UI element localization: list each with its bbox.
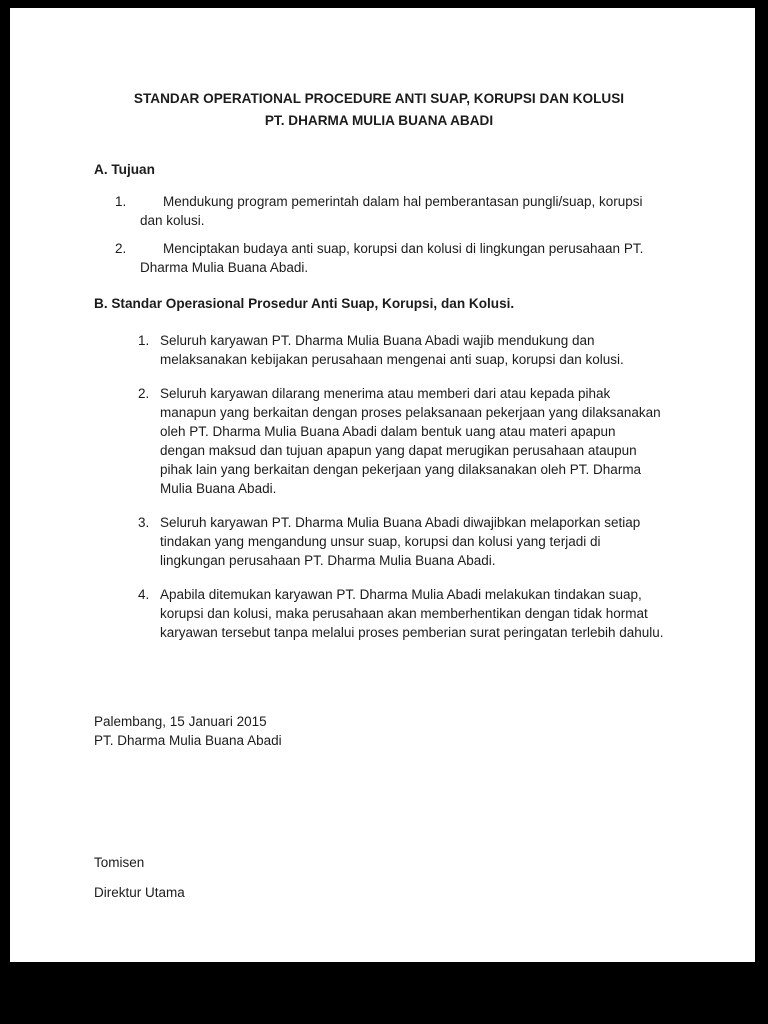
list-item (94, 192, 664, 230)
list-item-text: Seluruh karyawan PT. Dharma Mulia Buana Abadi wajib mendukung dan melaksanakan kebijakan perusahaan mengenai anti suap, korupsi dan kolusi. (160, 333, 624, 367)
list-item (94, 585, 664, 642)
closing-company: PT. Dharma Mulia Buana Abadi (94, 733, 282, 748)
list-item-number: 3. (138, 515, 150, 530)
scan-edge-right (755, 0, 768, 1024)
scan-edge-left (0, 0, 10, 1024)
document-title (94, 88, 664, 132)
section-a-list (94, 192, 664, 277)
list-item-text: Mendukung program pemerintah dalam hal pemberantasan pungli/suap, korupsi dan kolusi. (140, 194, 643, 228)
list-item (94, 239, 664, 277)
list-item-text: Menciptakan budaya anti suap, korupsi dan kolusi di lingkungan perusahaan PT. Dharma Mulia Buana Abadi. (140, 241, 644, 275)
list-item (94, 513, 664, 570)
list-item-number: 2. (138, 386, 150, 401)
list-item-text: Seluruh karyawan dilarang menerima atau memberi dari atau kepada pihak manapun yang berkaitan dengan proses pelaksanaan pekerjaan yang dilaksanakan oleh PT. Dharma Mulia Buana Abadi dalam bentuk uang atau materi apapun dengan maksud dan tujuan apapun yang dapat merugikan perusahaan ataupun pihak lain yang berkaitan dengan pekerjaan yang dilaksanakan oleh PT. Dharma Mulia Buana Abadi. (160, 386, 661, 496)
signature-block (94, 853, 185, 902)
document-content (94, 0, 664, 1024)
list-item-number: 1. (115, 194, 127, 209)
signatory-title: Direktur Utama (94, 885, 185, 900)
closing-block (94, 712, 282, 750)
list-item-number: 4. (138, 587, 150, 602)
document-title-line2: PT. DHARMA MULIA BUANA ABADI (264, 113, 494, 128)
section-a-heading: A. Tujuan (94, 162, 155, 177)
list-item-text: Seluruh karyawan PT. Dharma Mulia Buana Abadi diwajibkan melaporkan setiap tindakan yang mengandung unsur suap, korupsi dan kolusi yang terjadi di lingkungan perusahaan PT. Dharma Mulia Buana Abadi. (160, 515, 641, 568)
list-item-number: 1. (138, 333, 150, 348)
list-item (94, 384, 664, 498)
list-item (94, 331, 664, 369)
section-b-list (94, 331, 664, 642)
document-title-line1: STANDAR OPERATIONAL PROCEDURE ANTI SUAP, KORUPSI DAN KOLUSI (133, 91, 625, 106)
list-item-number: 2. (115, 241, 127, 256)
list-item-text: Apabila ditemukan karyawan PT. Dharma Mulia Abadi melakukan tindakan suap, korupsi dan kolusi, maka perusahaan akan memberhentikan dengan tidak hormat karyawan tersebut tanpa melalui proses pemberian surat peringatan terlebih dahulu. (160, 587, 664, 640)
closing-place-date: Palembang, 15 Januari 2015 (94, 714, 267, 729)
signatory-name: Tomisen (94, 855, 145, 870)
section-b-heading: B. Standar Operasional Prosedur Anti Suap, Korupsi, dan Kolusi. (94, 296, 515, 311)
